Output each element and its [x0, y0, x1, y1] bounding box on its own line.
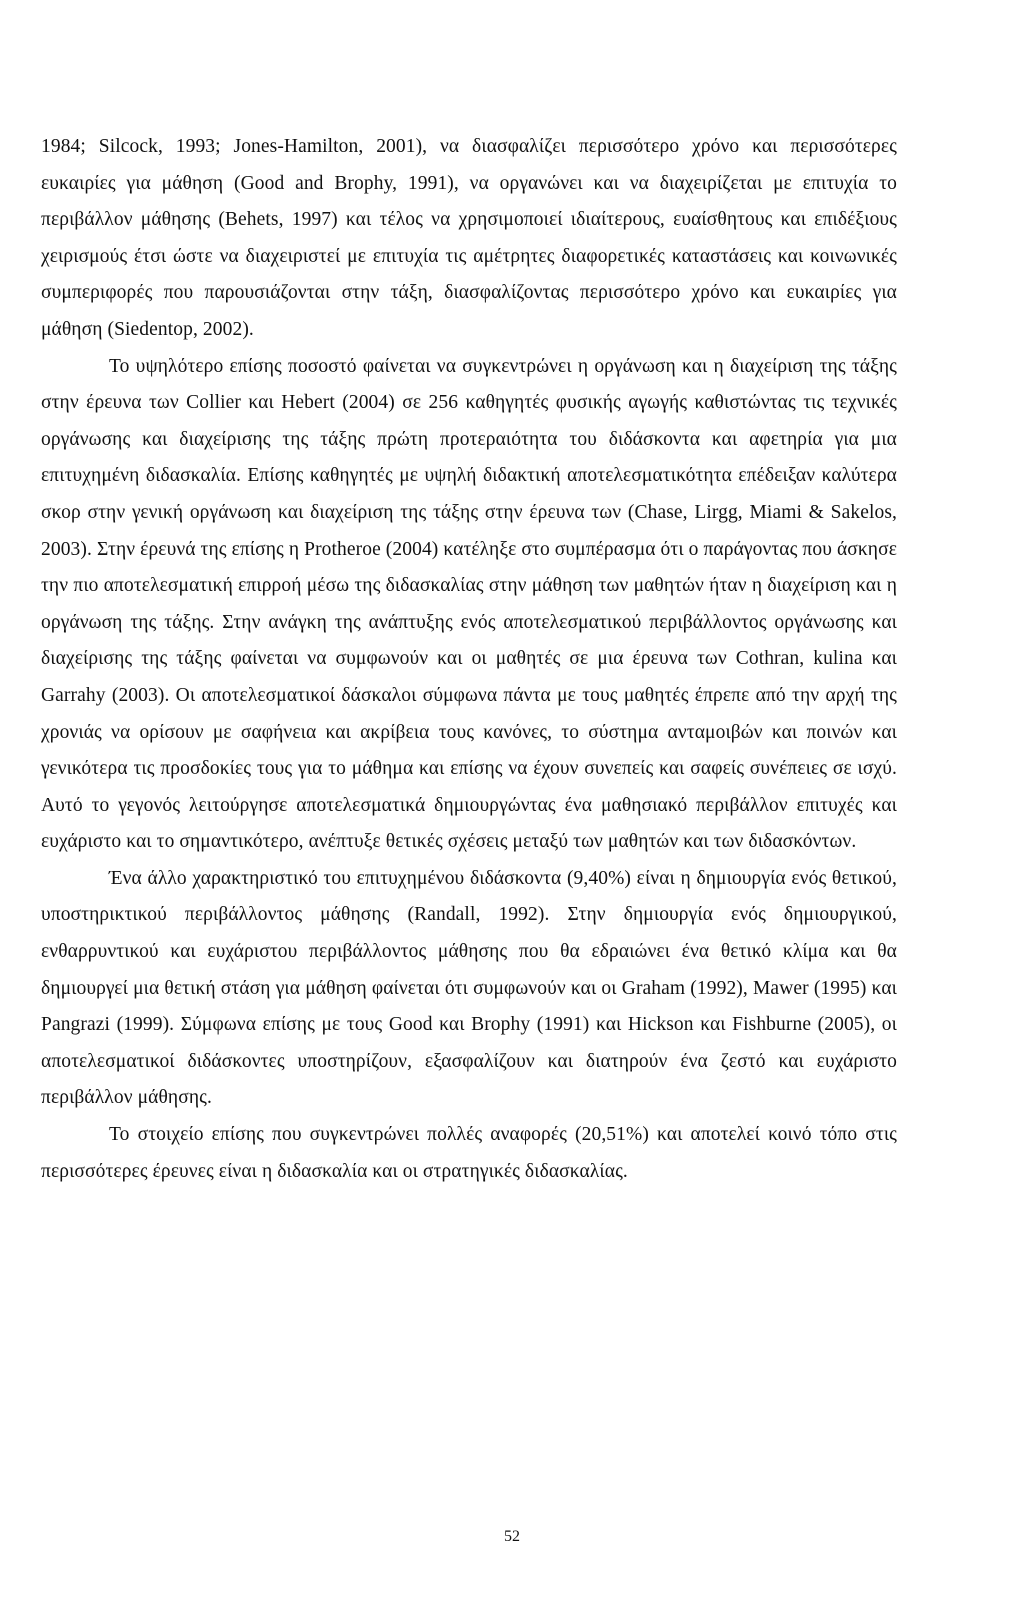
- page-number: 52: [504, 1528, 520, 1545]
- document-body: [41, 129, 897, 1190]
- paragraph-3: Ένα άλλο χαρακτηριστικό του επιτυχημένου διδάσκοντα (9,40%) είναι η δημιουργία ενός θετικού, υποστηρικτικού περιβάλλοντος μάθησης (Randall, 1992). Στην δημιουργία ενός δημιουργικού, ενθαρρυντικού και ευχάριστου περιβάλλοντος μάθησης που θα εδραιώνει ένα θετικό κλίμα και θα δημιουργεί μια θετική στάση για μάθηση φαίνεται ότι συμφωνούν και οι Graham (1992), Mawer (1995) και Pangrazi (1999). Σύμφωνα επίσης με τους Good και Brophy (1991) και Hickson και Fishburne (2005), οι αποτελεσματικοί διδάσκοντες υποστηρίζουν, εξασφαλίζουν και διατηρούν ένα ζεστό και ευχάριστο περιβάλλον μάθησης.: [41, 867, 897, 1109]
- paragraph-4: Το στοιχείο επίσης που συγκεντρώνει πολλές αναφορές (20,51%) και αποτελεί κοινό τόπο στις περισσότερες έρευνες είναι η διδασκαλία και οι στρατηγικές διδασκαλίας.: [41, 1124, 897, 1182]
- paragraph-2: Το υψηλότερο επίσης ποσοστό φαίνεται να συγκεντρώνει η οργάνωση και η διαχείριση της τάξης στην έρευνα των Collier και Hebert (2004) σε 256 καθηγητές φυσικής αγωγής καθιστώντας τις τεχνικές οργάνωσης και διαχείρισης της τάξης πρώτη προτεραιότητα του διδάσκοντα και αφετηρία για μια επιτυχημένη διδασκαλία. Επίσης καθηγητές με υψηλή διδακτική αποτελεσματικότητα επέδειξαν καλύτερα σκορ στην γενική οργάνωση και διαχείριση της τάξης στην έρευνα των (Chase, Lirgg, Miami & Sakelos, 2003). Στην έρευνά της επίσης η Protheroe (2004) κατέληξε στο συμπέρασμα ότι ο παράγοντας που άσκησε την πιο αποτελεσματική επιρροή μέσω της διδασκαλίας στην μάθηση των μαθητών ήταν η διαχείριση και η οργάνωση της τάξης. Στην ανάγκη της ανάπτυξης ενός αποτελεσματικού περιβάλλοντος οργάνωσης και διαχείρισης της τάξης φαίνεται να συμφωνούν και οι μαθητές σε μια έρευνα των Cothran, kulina και Garrahy (2003). Οι αποτελεσματικοί δάσκαλοι σύμφωνα πάντα με τους μαθητές έπρεπε από την αρχή της χρονιάς να ορίσουν με σαφήνεια και ακρίβεια τους κανόνες, το σύστημα ανταμοιβών και ποινών και γενικότερα τις προσδοκίες τους για το μάθημα και επίσης να έχουν συνεπείς και σαφείς συνέπειες σε ισχύ. Αυτό το γεγονός λειτούργησε αποτελεσματικά δημιουργώντας ένα μαθησιακό περιβάλλον επιτυχές και ευχάριστο και το σημαντικότερο, ανέπτυξε θετικές σχέσεις μεταξύ των μαθητών και των διδασκόντων.: [41, 355, 897, 853]
- paragraph-1: 1984; Silcock, 1993; Jones-Hamilton, 2001), να διασφαλίζει περισσότερο χρόνο και περισσότερες ευκαιρίες για μάθηση (Good and Brophy, 1991), να οργανώνει και να διαχειρίζεται με επιτυχία το περιβάλλον μάθησης (Behets, 1997) και τέλος να χρησιμοποιεί ιδιαίτερους, ευαίσθητους και επιδέξιους χειρισμούς έτσι ώστε να διαχειριστεί με επιτυχία τις αμέτρητες διαφορετικές καταστάσεις και κοινωνικές συμπεριφορές που παρουσιάζονται στην τάξη, διασφαλίζοντας περισσότερο χρόνο και ευκαιρίες για μάθηση (Siedentop, 2002).: [41, 136, 897, 340]
